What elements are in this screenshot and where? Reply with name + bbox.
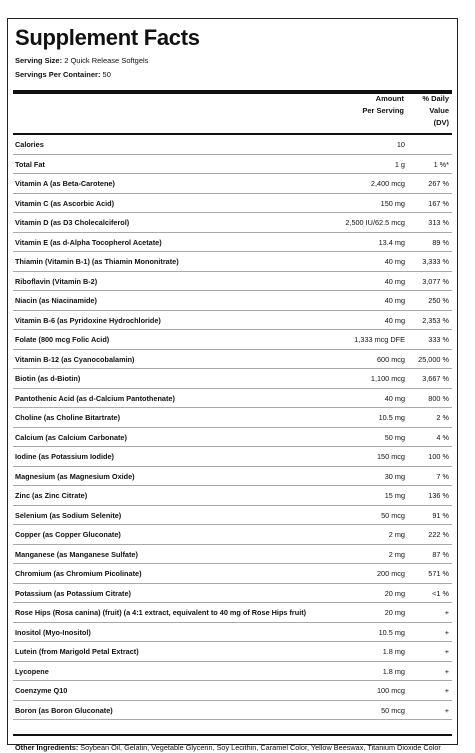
nutrient-row bbox=[13, 467, 452, 487]
nutrient-amount: 2,400 mcg bbox=[370, 179, 405, 188]
nutrient-row bbox=[13, 662, 452, 682]
nutrient-amount: 10 bbox=[396, 140, 405, 149]
nutrient-row bbox=[13, 564, 452, 584]
nutrient-dv: 3,667 % bbox=[422, 374, 449, 383]
nutrient-amount: 30 mg bbox=[384, 471, 405, 481]
nutrient-row bbox=[13, 642, 452, 662]
nutrient-name: Inositol (Myo-Inositol) bbox=[15, 627, 91, 637]
nutrient-amount: 1,100 mcg bbox=[370, 374, 405, 383]
nutrient-name: Total Fat bbox=[15, 159, 45, 169]
nutrient-dv: + bbox=[444, 647, 449, 656]
nutrient-name: Zinc (as Zinc Citrate) bbox=[15, 491, 88, 500]
nutrient-row bbox=[13, 311, 452, 331]
nutrient-amount: 150 mcg bbox=[377, 452, 405, 461]
nutrient-row bbox=[13, 155, 452, 175]
nutrient-row bbox=[13, 447, 452, 467]
nutrient-name: Iodine (as Potassium Iodide) bbox=[15, 452, 114, 461]
serving-size-value: 2 Quick Release Softgels bbox=[64, 56, 149, 65]
nutrient-amount: 50 mg bbox=[384, 432, 405, 442]
nutrient-dv: 7 % bbox=[436, 471, 449, 481]
nutrient-name: Boron (as Boron Gluconate) bbox=[15, 705, 113, 715]
nutrient-name: Vitamin D (as D3 Cholecalciferol) bbox=[15, 218, 130, 227]
nutrient-dv: 333 % bbox=[428, 335, 449, 344]
nutrient-name: Calcium (as Calcium Carbonate) bbox=[15, 432, 127, 442]
nutrient-name: Coenzyme Q10 bbox=[15, 686, 68, 695]
nutrient-row bbox=[13, 252, 452, 272]
nutrient-row bbox=[13, 506, 452, 526]
nutrient-row bbox=[13, 681, 452, 701]
nutrient-amount: 2 mg bbox=[388, 549, 405, 559]
nutrient-row bbox=[13, 174, 452, 194]
nutrient-amount: 50 mcg bbox=[381, 510, 405, 520]
dv-header-line3: (DV) bbox=[433, 118, 449, 127]
nutrient-name: Biotin (as d-Biotin) bbox=[15, 374, 81, 383]
nutrient-row bbox=[13, 233, 452, 253]
nutrient-name: Calories bbox=[15, 140, 44, 149]
nutrient-dv: 4 % bbox=[436, 432, 449, 442]
nutrient-amount: 40 mg bbox=[384, 315, 405, 325]
nutrient-name: Vitamin A (as Beta-Carotene) bbox=[15, 179, 115, 188]
nutrient-amount: 2,500 IU/62.5 mcg bbox=[345, 218, 405, 227]
nutrient-dv: 25,000 % bbox=[418, 354, 449, 364]
nutrient-row bbox=[13, 350, 452, 370]
bottom-divider bbox=[13, 734, 452, 736]
nutrient-name: Magnesium (as Magnesium Oxide) bbox=[15, 471, 135, 481]
nutrient-amount: 40 mg bbox=[384, 393, 405, 403]
nutrient-name: Vitamin E (as d-Alpha Tocopherol Acetate) bbox=[15, 237, 162, 247]
nutrient-row bbox=[13, 545, 452, 565]
dv-header-line2: Value bbox=[429, 106, 449, 115]
nutrient-amount: 1,333 mcg DFE bbox=[354, 335, 405, 344]
nutrient-amount: 13.4 mg bbox=[378, 237, 405, 247]
nutrient-amount: 20 mg bbox=[384, 608, 405, 617]
nutrient-amount: 600 mcg bbox=[377, 354, 405, 364]
nutrient-dv: + bbox=[444, 627, 449, 637]
servings-label: Servings Per Container: bbox=[15, 70, 101, 79]
nutrient-row bbox=[13, 194, 452, 214]
other-ingredients-label: Other Ingredients: bbox=[15, 743, 79, 752]
nutrient-name: Riboflavin (Vitamin B-2) bbox=[15, 276, 98, 286]
nutrient-amount: 1.8 mg bbox=[382, 647, 405, 656]
nutrient-row bbox=[13, 369, 452, 389]
servings-value: 50 bbox=[102, 70, 111, 79]
nutrient-amount: 150 mg bbox=[380, 198, 405, 208]
nutrient-dv: 3,077 % bbox=[422, 276, 449, 286]
nutrient-row bbox=[13, 584, 452, 604]
nutrient-amount: 20 mg bbox=[384, 588, 405, 598]
nutrient-dv: 2 % bbox=[436, 413, 449, 422]
nutrient-row bbox=[13, 486, 452, 506]
nutrient-row bbox=[13, 623, 452, 643]
nutrient-dv: 100 % bbox=[428, 452, 449, 461]
nutrient-amount: 2 mg bbox=[388, 530, 405, 539]
nutrient-dv: + bbox=[444, 705, 449, 715]
nutrient-name: Lycopene bbox=[15, 666, 49, 676]
nutrient-dv: 250 % bbox=[428, 296, 449, 305]
nutrient-name: Selenium (as Sodium Selenite) bbox=[15, 510, 122, 520]
nutrient-amount: 100 mcg bbox=[377, 686, 405, 695]
nutrient-row bbox=[13, 408, 452, 428]
amount-header-line1: Amount bbox=[375, 94, 404, 103]
nutrient-dv: 3,333 % bbox=[422, 257, 449, 266]
nutrient-name: Thiamin (Vitamin B-1) (as Thiamin Mononitrate) bbox=[15, 257, 179, 266]
panel-title: Supplement Facts bbox=[15, 25, 200, 50]
nutrient-name: Rose Hips (Rosa canina) (fruit) (a 4:1 extract, equivalent to 40 mg of Rose Hips fruit) bbox=[15, 608, 307, 617]
nutrient-amount: 200 mcg bbox=[377, 569, 405, 578]
nutrient-name: Chromium (as Chromium Picolinate) bbox=[15, 569, 142, 578]
supplement-facts-panel bbox=[7, 18, 458, 752]
nutrient-name: Lutein (from Marigold Petal Extract) bbox=[15, 647, 139, 656]
nutrient-name: Vitamin B-6 (as Pyridoxine Hydrochloride) bbox=[15, 315, 161, 325]
nutrient-row bbox=[13, 272, 452, 292]
serving-size-label: Serving Size: bbox=[15, 56, 63, 65]
dv-header bbox=[409, 93, 449, 129]
other-ingredients bbox=[15, 742, 449, 753]
nutrient-amount: 40 mg bbox=[384, 276, 405, 286]
nutrient-row bbox=[13, 525, 452, 545]
nutrient-amount: 40 mg bbox=[384, 257, 405, 266]
nutrient-name: Potassium (as Potassium Citrate) bbox=[15, 588, 131, 598]
nutrient-row bbox=[13, 701, 452, 721]
nutrient-name: Manganese (as Manganese Sulfate) bbox=[15, 549, 138, 559]
nutrient-dv: 87 % bbox=[432, 549, 449, 559]
nutrient-row bbox=[13, 603, 452, 623]
nutrient-dv: 267 % bbox=[428, 179, 449, 188]
amount-header bbox=[344, 93, 404, 117]
nutrient-name: Vitamin B-12 (as Cyanocobalamin) bbox=[15, 354, 135, 364]
nutrient-amount: 10.5 mg bbox=[378, 627, 405, 637]
nutrient-dv: + bbox=[444, 666, 449, 676]
nutrient-name: Choline (as Choline Bitartrate) bbox=[15, 413, 121, 422]
nutrient-amount: 50 mcg bbox=[381, 705, 405, 715]
nutrient-amount: 40 mg bbox=[384, 296, 405, 305]
nutrient-dv: + bbox=[444, 608, 449, 617]
servings-per-container bbox=[15, 70, 111, 79]
nutrient-dv: <1 % bbox=[432, 588, 449, 598]
serving-size bbox=[15, 56, 148, 65]
nutrient-dv: 313 % bbox=[428, 218, 449, 227]
nutrient-amount: 15 mg bbox=[384, 491, 405, 500]
nutrient-name: Vitamin C (as Ascorbic Acid) bbox=[15, 198, 115, 208]
nutrient-amount: 10.5 mg bbox=[378, 413, 405, 422]
nutrient-row bbox=[13, 135, 452, 155]
nutrient-amount: 1.8 mg bbox=[382, 666, 405, 676]
other-ingredients-text: Soybean Oil, Gelatin, Vegetable Glycerin, Soy Lecithin, Caramel Color, Yellow Beeswax, Titanium Dioxide Color bbox=[80, 743, 441, 752]
nutrient-dv: 89 % bbox=[432, 237, 449, 247]
nutrient-dv: 571 % bbox=[428, 569, 449, 578]
nutrient-dv: 91 % bbox=[432, 510, 449, 520]
nutrient-row bbox=[13, 291, 452, 311]
nutrient-row bbox=[13, 213, 452, 233]
nutrient-row bbox=[13, 330, 452, 350]
nutrient-dv: 136 % bbox=[428, 491, 449, 500]
nutrient-name: Niacin (as Niacinamide) bbox=[15, 296, 97, 305]
nutrient-dv: + bbox=[444, 686, 449, 695]
nutrient-dv: 2,353 % bbox=[422, 315, 449, 325]
nutrient-name: Folate (800 mcg Folic Acid) bbox=[15, 335, 110, 344]
nutrient-name: Pantothenic Acid (as d-Calcium Pantothenate) bbox=[15, 393, 175, 403]
nutrient-name: Copper (as Copper Gluconate) bbox=[15, 530, 121, 539]
amount-header-line2: Per Serving bbox=[362, 106, 404, 115]
nutrient-dv: 800 % bbox=[428, 393, 449, 403]
nutrient-amount: 1 g bbox=[394, 159, 405, 169]
nutrient-row bbox=[13, 389, 452, 409]
nutrient-dv: 1 %* bbox=[433, 159, 449, 169]
nutrient-row bbox=[13, 428, 452, 448]
nutrient-dv: 222 % bbox=[428, 530, 449, 539]
dv-header-line1: % Daily bbox=[422, 94, 449, 103]
nutrient-dv: 167 % bbox=[428, 198, 449, 208]
